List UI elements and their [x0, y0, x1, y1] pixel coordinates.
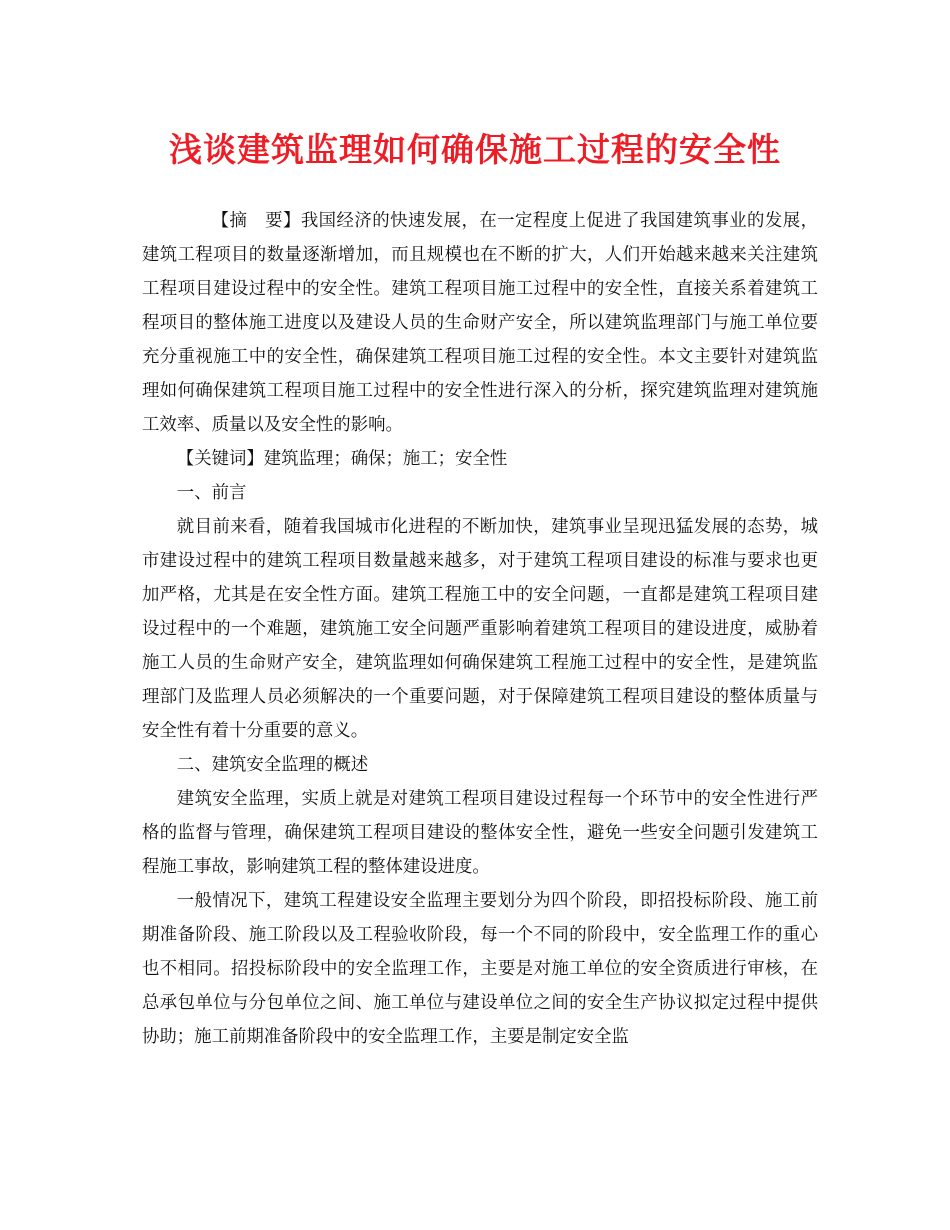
overview-paragraph-2: 一般情况下，建筑工程建设安全监理主要划分为四个阶段，即招投标阶段、施工前期准备阶段、施工阶段以及工程验收阶段，每一个不同的阶段中，安全监理工作的重心也不相同。招投标阶段中的安全监理工作，主要是对施工单位的安全资质进行审核，在总承包单位与分包单位之间、施工单位与建设单位之间的安全生产协议拟定过程中提供协助；施工前期准备阶段中的安全监理工作，主要是制定安全监: [142, 891, 818, 1047]
overview-paragraph-1: 建筑安全监理，实质上就是对建筑工程项目建设过程每一个环节中的安全性进行严格的监督与管理，确保建筑工程项目建设的整体安全性，避免一些安全问题引发建筑工程施工事故，影响建筑工程的整体建设进度。: [142, 789, 818, 877]
abstract-paragraph: 【摘 要】我国经济的快速发展，在一定程度上促进了我国建筑事业的发展，建筑工程项目的数量逐渐增加，而且规模也在不断的扩大，人们开始越来越来关注建筑工程项目建设过程中的安全性。建筑工程项目施工过程中的安全性，直接关系着建筑工程项目的整体施工进度以及建设人员的生命财产安全，所以建筑监理部门与施工单位要充分重视施工中的安全性，确保建筑工程项目施工过程的安全性。本文主要针对建筑监理如何确保建筑工程项目施工过程中的安全性进行深入的分析，探究建筑监理对建筑施工效率、质量以及安全性的影响。: [142, 211, 818, 435]
section-heading-overview: 二、建筑安全监理的概述: [176, 755, 369, 775]
document-title: 浅谈建筑监理如何确保施工过程的安全性: [169, 130, 781, 169]
section-heading-introduction: 一、前言: [176, 483, 247, 503]
keywords-line: 【关键词】建筑监理；确保；施工；安全性: [176, 449, 508, 469]
document-body: [142, 200, 818, 1054]
introduction-paragraph: 就目前来看，随着我国城市化进程的不断加快，建筑事业呈现迅猛发展的态势，城市建设过程中的建筑工程项目数量越来越多，对于建筑工程项目建设的标准与要求也更加严格，尤其是在安全性方面。建筑工程施工中的安全问题，一直都是建筑工程项目建设过程中的一个难题，建筑施工安全问题严重影响着建筑工程项目的建设进度，威胁着施工人员的生命财产安全，建筑监理如何确保建筑工程施工过程中的安全性，是建筑监理部门及监理人员必须解决的一个重要问题，对于保障建筑工程项目建设的整体质量与安全性有着十分重要的意义。: [142, 517, 818, 741]
